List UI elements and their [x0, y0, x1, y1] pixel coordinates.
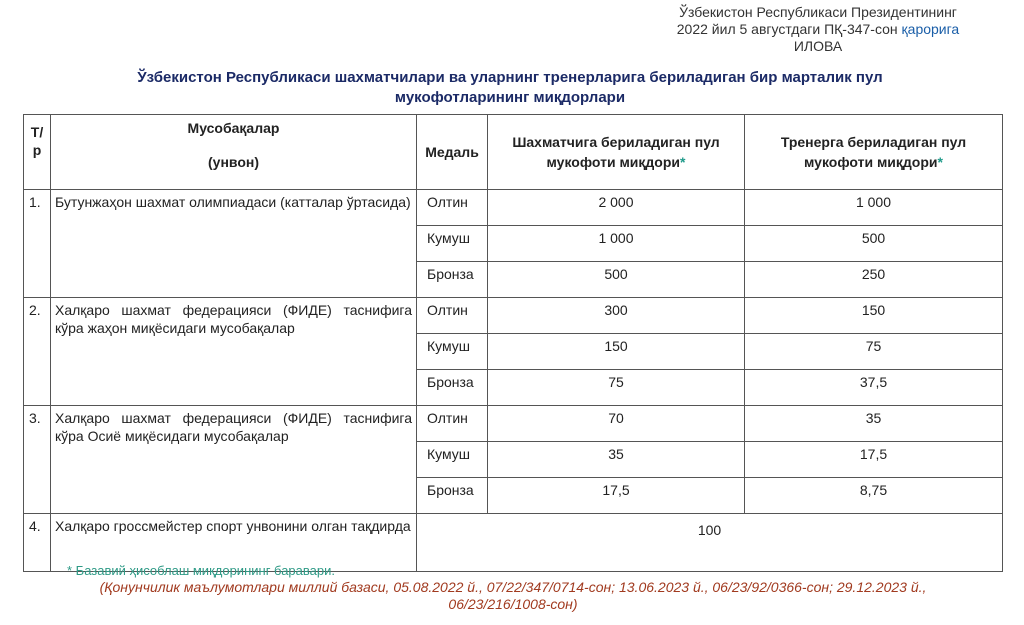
document-title-line-1: Ўзбекистон Республикаси шахматчилари ва уларнинг тренерларига бериладиган бир марталик пул: [137, 69, 883, 86]
header-number-line-1: Т/: [30, 124, 44, 140]
table-header-row: [24, 115, 1003, 190]
player-award-cell: 35: [488, 442, 745, 478]
player-award-cell: 1 000: [488, 226, 745, 262]
competition-name: Халқаро гроссмейстер спорт унвонини олган тақдирда: [51, 514, 417, 572]
player-award-cell: 300: [488, 298, 745, 334]
header-competition-line-1: Мусобақалар: [187, 120, 280, 136]
appendix-label: ИЛОВА: [793, 38, 843, 54]
legislation-reference-line-2: 06/23/216/1008-сон): [448, 596, 578, 612]
medal-cell: Бронза: [417, 370, 488, 406]
awards-table: [23, 114, 1003, 572]
appendix-line-2: [638, 21, 998, 38]
player-award-cell: 17,5: [488, 478, 745, 514]
medal-cell: Кумуш: [417, 226, 488, 262]
trainer-award-cell: 150: [745, 298, 1003, 334]
medal-cell: Олтин: [417, 406, 488, 442]
medal-cell: Кумуш: [417, 442, 488, 478]
document-title-line-2: мукофотларининг миқдорлари: [394, 89, 626, 106]
player-award-cell: 70: [488, 406, 745, 442]
header-number-line-2: р: [32, 142, 42, 158]
trainer-award-cell: 17,5: [745, 442, 1003, 478]
appendix-decree: 2022 йил 5 августдаги ПҚ-347-сон: [676, 21, 902, 37]
competition-name: Халқаро шахмат федерацияси (ФИДЕ) таснифига кўра жаҳон миқёсидаги мусобақалар: [51, 298, 417, 406]
header-player-line-1: Шахматчига бериладиган пул: [512, 134, 720, 150]
header-trainer-line-2: мукофоти миқдори: [804, 154, 938, 170]
medal-cell: Олтин: [417, 298, 488, 334]
appendix-line-1: Ўзбекистон Республикаси Президентининг: [679, 4, 957, 20]
header-trainer-award: [745, 115, 1003, 190]
medal-cell: Бронза: [417, 262, 488, 298]
legislation-reference: [40, 579, 986, 613]
trainer-award-cell: 8,75: [745, 478, 1003, 514]
player-award-cell: 150: [488, 334, 745, 370]
competition-name: Халқаро шахмат федерацияси (ФИДЕ) таснифига кўра Осиё миқёсидаги мусобақалар: [51, 406, 417, 514]
header-number: [24, 115, 51, 190]
table-row: [24, 190, 1003, 226]
header-player-line-2-wrap: [488, 152, 744, 172]
decree-link[interactable]: қарорига: [901, 21, 960, 37]
footnote-star: *: [937, 154, 943, 170]
trainer-award-cell: 1 000: [745, 190, 1003, 226]
medal-cell: Кумуш: [417, 334, 488, 370]
document-title: [60, 68, 960, 108]
appendix-header: [638, 4, 998, 55]
footnote-star: *: [680, 154, 686, 170]
trainer-award-cell: 500: [745, 226, 1003, 262]
legislation-reference-line-1: (Қонунчилик маълумотлари миллий базаси, 05.08.2022 й., 07/22/347/0714-сон; 13.06.2023 й., 06/23/92/0366-сон; 29.12.2023 й.,: [99, 579, 927, 595]
player-award-cell: 75: [488, 370, 745, 406]
trainer-award-cell: 37,5: [745, 370, 1003, 406]
header-competition: [51, 115, 417, 190]
player-award-cell: 2 000: [488, 190, 745, 226]
row-number: 3.: [24, 406, 51, 514]
medal-cell: Бронза: [417, 478, 488, 514]
header-competition-line-2: (унвон): [208, 154, 259, 170]
medal-cell: Олтин: [417, 190, 488, 226]
trainer-award-cell: 250: [745, 262, 1003, 298]
row-number: 4.: [24, 514, 51, 572]
header-trainer-line-2-wrap: [745, 152, 1002, 172]
header-trainer-line-1: Тренерга бериладиган пул: [780, 134, 967, 150]
grandmaster-award-cell: 100: [417, 514, 1003, 572]
header-player-award: [488, 115, 745, 190]
row-number: 1.: [24, 190, 51, 298]
trainer-award-cell: 35: [745, 406, 1003, 442]
header-player-line-2: мукофоти миқдори: [546, 154, 681, 170]
table-row: [24, 298, 1003, 334]
competition-name: Бутунжаҳон шахмат олимпиадаси (катталар ўртасида): [51, 190, 417, 298]
player-award-cell: 500: [488, 262, 745, 298]
footnote: * Базавий ҳисоблаш миқдорининг баравари.: [67, 563, 335, 578]
row-number: 2.: [24, 298, 51, 406]
trainer-award-cell: 75: [745, 334, 1003, 370]
table-row: [24, 406, 1003, 442]
header-medal: Медаль: [417, 115, 488, 190]
